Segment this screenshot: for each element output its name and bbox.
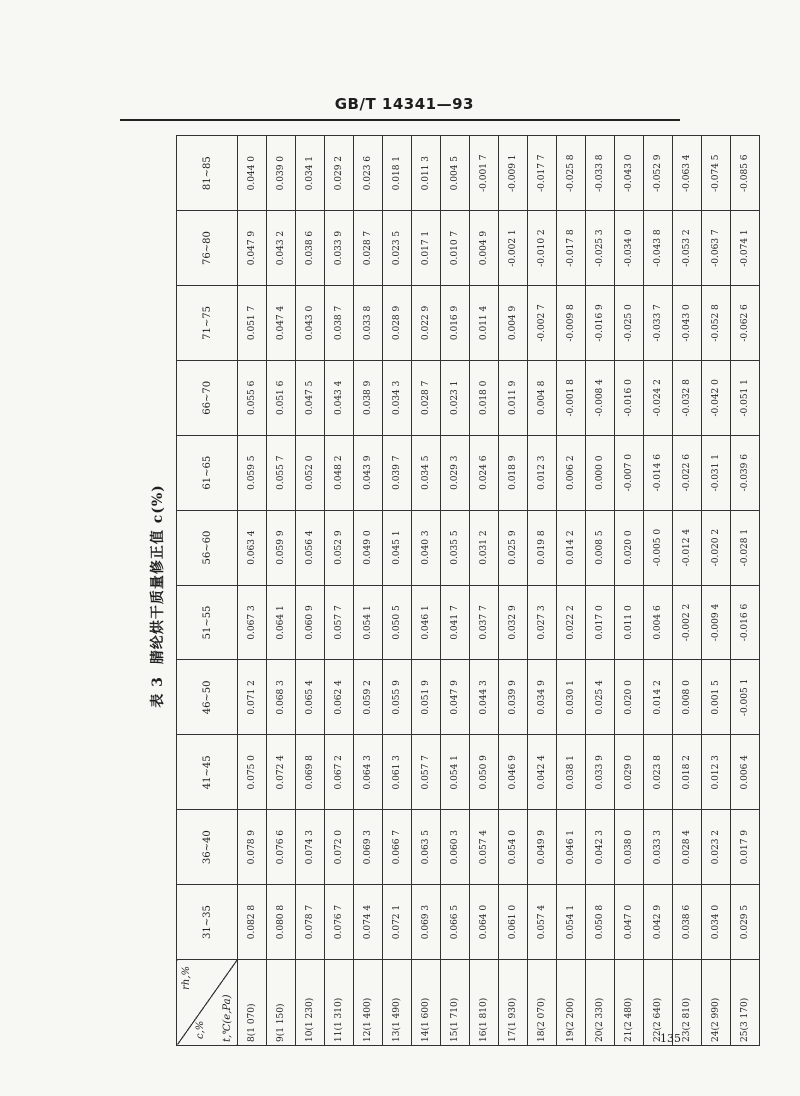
table-cell: 0.069 8 bbox=[296, 735, 325, 810]
table-cell: 0.059 5 bbox=[238, 435, 267, 510]
table-cell: 0.072 0 bbox=[325, 810, 354, 885]
table-cell: 0.037 7 bbox=[470, 585, 499, 660]
table-cell: 0.023 8 bbox=[644, 735, 673, 810]
table-cell: 0.049 9 bbox=[528, 810, 557, 885]
table-cell: 0.069 3 bbox=[412, 885, 441, 960]
table-cell: 0.057 7 bbox=[325, 585, 354, 660]
table-cell: -0.085 6 bbox=[731, 136, 760, 211]
table-cell: 0.012 3 bbox=[702, 735, 731, 810]
rotated-table-block bbox=[146, 134, 750, 1046]
table-cell: 0.004 5 bbox=[441, 136, 470, 211]
table-row bbox=[296, 136, 325, 1046]
table-cell: 0.017 1 bbox=[412, 211, 441, 286]
table-cell: 0.042 4 bbox=[528, 735, 557, 810]
corner-c-label: c,% bbox=[195, 1020, 206, 1039]
table-cell: 0.029 0 bbox=[615, 735, 644, 810]
table-cell: 0.028 7 bbox=[412, 360, 441, 435]
table-row bbox=[644, 136, 673, 1046]
table-cell: 0.020 0 bbox=[615, 660, 644, 735]
table-cell: 0.038 7 bbox=[325, 285, 354, 360]
table-cell: 0.018 1 bbox=[383, 136, 412, 211]
table-row bbox=[499, 136, 528, 1046]
table-cell: 0.054 1 bbox=[441, 735, 470, 810]
table-cell: 0.004 8 bbox=[528, 360, 557, 435]
table-cell: 0.004 9 bbox=[499, 285, 528, 360]
table-caption: 腈纶烘干质量修正值 c(%) bbox=[150, 484, 166, 665]
table-cell: 0.042 9 bbox=[644, 885, 673, 960]
table-cell: 0.059 9 bbox=[267, 510, 296, 585]
row-label: 8(1 070) bbox=[238, 960, 267, 1046]
table-cell: 0.046 1 bbox=[557, 810, 586, 885]
table-cell: 0.029 5 bbox=[731, 885, 760, 960]
row-label: 10(1 230) bbox=[296, 960, 325, 1046]
table-cell: 0.039 9 bbox=[499, 660, 528, 735]
table-cell: 0.028 7 bbox=[354, 211, 383, 286]
table-cell: 0.038 6 bbox=[296, 211, 325, 286]
table-cell: 0.066 7 bbox=[383, 810, 412, 885]
table-cell: 0.042 3 bbox=[586, 810, 615, 885]
table-cell: -0.020 2 bbox=[702, 510, 731, 585]
table-cell: 0.048 2 bbox=[325, 435, 354, 510]
table-cell: 0.071 2 bbox=[238, 660, 267, 735]
table-cell: -0.002 2 bbox=[673, 585, 702, 660]
table-cell: 0.038 9 bbox=[354, 360, 383, 435]
table-cell: 0.072 4 bbox=[267, 735, 296, 810]
table-cell: 0.041 7 bbox=[441, 585, 470, 660]
table-cell: 0.074 4 bbox=[354, 885, 383, 960]
table-cell: 0.033 8 bbox=[354, 285, 383, 360]
table-cell: 0.012 3 bbox=[528, 435, 557, 510]
table-cell: -0.022 6 bbox=[673, 435, 702, 510]
table-cell: 0.011 9 bbox=[499, 360, 528, 435]
column-header: 56~60 bbox=[177, 510, 238, 585]
table-row bbox=[354, 136, 383, 1046]
table-cell: 0.023 6 bbox=[354, 136, 383, 211]
table-cell: 0.065 4 bbox=[296, 660, 325, 735]
table-cell: 0.074 3 bbox=[296, 810, 325, 885]
table-cell: 0.008 0 bbox=[673, 660, 702, 735]
table-cell: 0.047 4 bbox=[267, 285, 296, 360]
table-cell: 0.023 5 bbox=[383, 211, 412, 286]
table-cell: 0.034 1 bbox=[296, 136, 325, 211]
table-cell: 0.018 9 bbox=[499, 435, 528, 510]
table-cell: -0.062 6 bbox=[731, 285, 760, 360]
table-row bbox=[615, 136, 644, 1046]
row-label: 12(1 400) bbox=[354, 960, 383, 1046]
table-cell: 0.018 0 bbox=[470, 360, 499, 435]
table-cell: 0.033 9 bbox=[325, 211, 354, 286]
table-cell: 0.006 4 bbox=[731, 735, 760, 810]
table-cell: -0.017 8 bbox=[557, 211, 586, 286]
table-cell: 0.046 1 bbox=[412, 585, 441, 660]
row-label: 14(1 600) bbox=[412, 960, 441, 1046]
table-cell: -0.043 8 bbox=[644, 211, 673, 286]
table-cell: 0.043 9 bbox=[354, 435, 383, 510]
table-cell: 0.025 9 bbox=[499, 510, 528, 585]
table-cell: -0.033 7 bbox=[644, 285, 673, 360]
table-cell: -0.034 0 bbox=[615, 211, 644, 286]
table-cell: 0.066 5 bbox=[441, 885, 470, 960]
table-cell: 0.064 1 bbox=[267, 585, 296, 660]
table-cell: -0.053 2 bbox=[673, 211, 702, 286]
table-cell: 0.029 2 bbox=[325, 136, 354, 211]
table-cell: 0.039 7 bbox=[383, 435, 412, 510]
table-row bbox=[702, 136, 731, 1046]
standard-number: GB/T 14341—93 bbox=[334, 95, 474, 113]
table-row bbox=[383, 136, 412, 1046]
column-header: 36~40 bbox=[177, 810, 238, 885]
table-cell: 0.051 7 bbox=[238, 285, 267, 360]
table-cell: 0.029 3 bbox=[441, 435, 470, 510]
table-cell: 0.060 9 bbox=[296, 585, 325, 660]
table-cell: 0.022 2 bbox=[557, 585, 586, 660]
table-cell: 0.025 4 bbox=[586, 660, 615, 735]
table-cell: 0.078 7 bbox=[296, 885, 325, 960]
column-header: 76~80 bbox=[177, 211, 238, 286]
table-cell: -0.063 4 bbox=[673, 136, 702, 211]
row-label: 18(2 070) bbox=[528, 960, 557, 1046]
table-cell: 0.057 4 bbox=[470, 810, 499, 885]
table-cell: 0.080 8 bbox=[267, 885, 296, 960]
table-row bbox=[673, 136, 702, 1046]
table-cell: 0.043 4 bbox=[325, 360, 354, 435]
table-cell: 0.047 9 bbox=[441, 660, 470, 735]
table-cell: 0.054 1 bbox=[557, 885, 586, 960]
table-cell: 0.034 9 bbox=[528, 660, 557, 735]
table-cell: 0.050 5 bbox=[383, 585, 412, 660]
column-header: 61~65 bbox=[177, 435, 238, 510]
table-cell: 0.033 9 bbox=[586, 735, 615, 810]
table-cell: -0.012 4 bbox=[673, 510, 702, 585]
table-cell: -0.031 1 bbox=[702, 435, 731, 510]
row-label: 22(2 640) bbox=[644, 960, 673, 1046]
table-cell: 0.052 9 bbox=[325, 510, 354, 585]
table-cell: -0.005 0 bbox=[644, 510, 673, 585]
table-cell: 0.078 9 bbox=[238, 810, 267, 885]
table-row bbox=[557, 136, 586, 1046]
row-label: 20(2 330) bbox=[586, 960, 615, 1046]
table-cell: 0.055 9 bbox=[383, 660, 412, 735]
table-cell: -0.008 4 bbox=[586, 360, 615, 435]
row-label: 9(1 150) bbox=[267, 960, 296, 1046]
table-cell: 0.057 7 bbox=[412, 735, 441, 810]
table-cell: -0.025 8 bbox=[557, 136, 586, 211]
table-cell: 0.050 9 bbox=[470, 735, 499, 810]
table-cell: 0.060 3 bbox=[441, 810, 470, 885]
table-row bbox=[238, 136, 267, 1046]
table-row bbox=[441, 136, 470, 1046]
table-cell: -0.025 3 bbox=[586, 211, 615, 286]
table-cell: -0.025 0 bbox=[615, 285, 644, 360]
table-cell: 0.047 9 bbox=[238, 211, 267, 286]
table-cell: 0.018 2 bbox=[673, 735, 702, 810]
table-cell: -0.001 8 bbox=[557, 360, 586, 435]
row-label: 15(1 710) bbox=[441, 960, 470, 1046]
table-cell: 0.030 1 bbox=[557, 660, 586, 735]
table-cell: -0.063 7 bbox=[702, 211, 731, 286]
table-cell: 0.049 0 bbox=[354, 510, 383, 585]
table-cell: -0.010 2 bbox=[528, 211, 557, 286]
table-cell: 0.063 4 bbox=[238, 510, 267, 585]
table-cell: 0.082 8 bbox=[238, 885, 267, 960]
correction-table bbox=[176, 135, 760, 1046]
table-cell: 0.034 5 bbox=[412, 435, 441, 510]
table-cell: 0.019 8 bbox=[528, 510, 557, 585]
table-body bbox=[238, 136, 760, 1046]
table-cell: 0.045 1 bbox=[383, 510, 412, 585]
table-cell: 0.038 0 bbox=[615, 810, 644, 885]
table-cell: 0.044 0 bbox=[238, 136, 267, 211]
table-cell: 0.067 2 bbox=[325, 735, 354, 810]
table-cell: 0.006 2 bbox=[557, 435, 586, 510]
table-cell: 0.031 2 bbox=[470, 510, 499, 585]
table-cell: 0.047 5 bbox=[296, 360, 325, 435]
table-cell: 0.072 1 bbox=[383, 885, 412, 960]
table-cell: 0.028 9 bbox=[383, 285, 412, 360]
table-cell: 0.076 6 bbox=[267, 810, 296, 885]
table-cell: 0.064 3 bbox=[354, 735, 383, 810]
column-header: 31~35 bbox=[177, 885, 238, 960]
table-cell: -0.009 1 bbox=[499, 136, 528, 211]
table-cell: 0.034 3 bbox=[383, 360, 412, 435]
table-cell: -0.016 6 bbox=[731, 585, 760, 660]
table-cell: -0.074 5 bbox=[702, 136, 731, 211]
table-cell: 0.038 6 bbox=[673, 885, 702, 960]
table-cell: 0.011 4 bbox=[470, 285, 499, 360]
table-cell: 0.061 0 bbox=[499, 885, 528, 960]
table-cell: -0.014 6 bbox=[644, 435, 673, 510]
table-cell: -0.051 1 bbox=[731, 360, 760, 435]
table-cell: -0.005 1 bbox=[731, 660, 760, 735]
table-cell: -0.017 7 bbox=[528, 136, 557, 211]
table-cell: 0.035 5 bbox=[441, 510, 470, 585]
table-row bbox=[528, 136, 557, 1046]
table-cell: -0.042 0 bbox=[702, 360, 731, 435]
table-cell: 0.061 3 bbox=[383, 735, 412, 810]
row-label: 25(3 170) bbox=[731, 960, 760, 1046]
column-header: 51~55 bbox=[177, 585, 238, 660]
table-cell: 0.038 1 bbox=[557, 735, 586, 810]
table-cell: 0.022 9 bbox=[412, 285, 441, 360]
table-cell: -0.002 7 bbox=[528, 285, 557, 360]
table-cell: 0.055 7 bbox=[267, 435, 296, 510]
table-cell: 0.016 9 bbox=[441, 285, 470, 360]
table-cell: 0.027 3 bbox=[528, 585, 557, 660]
table-cell: 0.014 2 bbox=[644, 660, 673, 735]
table-cell: 0.056 4 bbox=[296, 510, 325, 585]
table-cell: 0.054 0 bbox=[499, 810, 528, 885]
table-cell: 0.051 9 bbox=[412, 660, 441, 735]
table-cell: 0.044 3 bbox=[470, 660, 499, 735]
table-cell: 0.032 9 bbox=[499, 585, 528, 660]
column-header: 46~50 bbox=[177, 660, 238, 735]
table-cell: -0.043 0 bbox=[615, 136, 644, 211]
column-header: 81~85 bbox=[177, 136, 238, 211]
table-cell: 0.024 6 bbox=[470, 435, 499, 510]
table-cell: 0.004 9 bbox=[470, 211, 499, 286]
table-cell: 0.043 0 bbox=[296, 285, 325, 360]
column-header: 71~75 bbox=[177, 285, 238, 360]
row-label: 19(2 200) bbox=[557, 960, 586, 1046]
table-cell: 0.068 3 bbox=[267, 660, 296, 735]
table-cell: -0.052 9 bbox=[644, 136, 673, 211]
table-row bbox=[470, 136, 499, 1046]
table-row bbox=[267, 136, 296, 1046]
table-cell: 0.059 2 bbox=[354, 660, 383, 735]
table-cell: 0.039 0 bbox=[267, 136, 296, 211]
table-cell: 0.051 6 bbox=[267, 360, 296, 435]
table-cell: -0.052 8 bbox=[702, 285, 731, 360]
table-cell: 0.050 8 bbox=[586, 885, 615, 960]
table-cell: -0.028 1 bbox=[731, 510, 760, 585]
table-cell: 0.011 0 bbox=[615, 585, 644, 660]
table-cell: 0.017 0 bbox=[586, 585, 615, 660]
table-header-row bbox=[177, 136, 238, 1046]
table-cell: 0.028 4 bbox=[673, 810, 702, 885]
table-cell: 0.076 7 bbox=[325, 885, 354, 960]
table-cell: 0.014 2 bbox=[557, 510, 586, 585]
table-cell: 0.075 0 bbox=[238, 735, 267, 810]
table-cell: 0.063 5 bbox=[412, 810, 441, 885]
table-cell: 0.047 0 bbox=[615, 885, 644, 960]
table-cell: 0.057 4 bbox=[528, 885, 557, 960]
row-label: 13(1 490) bbox=[383, 960, 412, 1046]
table-title bbox=[146, 134, 171, 1046]
table-cell: -0.039 6 bbox=[731, 435, 760, 510]
table-cell: -0.033 8 bbox=[586, 136, 615, 211]
table-cell: 0.054 1 bbox=[354, 585, 383, 660]
table-cell: 0.023 2 bbox=[702, 810, 731, 885]
corner-rh-label: rh,% bbox=[181, 966, 192, 990]
table-cell: -0.043 0 bbox=[673, 285, 702, 360]
table-cell: 0.064 0 bbox=[470, 885, 499, 960]
table-cell: -0.016 0 bbox=[615, 360, 644, 435]
table-cell: 0.001 5 bbox=[702, 660, 731, 735]
table-cell: 0.046 9 bbox=[499, 735, 528, 810]
table-cell: -0.009 4 bbox=[702, 585, 731, 660]
table-cell: -0.074 1 bbox=[731, 211, 760, 286]
table-cell: 0.004 6 bbox=[644, 585, 673, 660]
table-row bbox=[731, 136, 760, 1046]
table-cell: -0.032 8 bbox=[673, 360, 702, 435]
column-header: 41~45 bbox=[177, 735, 238, 810]
table-cell: -0.002 1 bbox=[499, 211, 528, 286]
corner-t-label: t,℃(e,Pa) bbox=[222, 994, 233, 1042]
row-label: 11(1 310) bbox=[325, 960, 354, 1046]
table-number: 表 3 bbox=[150, 676, 166, 708]
column-header: 66~70 bbox=[177, 360, 238, 435]
table-cell: 0.052 0 bbox=[296, 435, 325, 510]
table-cell: 0.011 3 bbox=[412, 136, 441, 211]
table-cell: -0.009 8 bbox=[557, 285, 586, 360]
table-cell: 0.043 2 bbox=[267, 211, 296, 286]
table-cell: -0.016 9 bbox=[586, 285, 615, 360]
table-cell: 0.034 0 bbox=[702, 885, 731, 960]
table-cell: 0.017 9 bbox=[731, 810, 760, 885]
row-label: 23(2 810) bbox=[673, 960, 702, 1046]
table-cell: 0.062 4 bbox=[325, 660, 354, 735]
table-cell: 0.040 3 bbox=[412, 510, 441, 585]
header-rule bbox=[120, 119, 680, 121]
table-row bbox=[412, 136, 441, 1046]
table-cell: 0.033 3 bbox=[644, 810, 673, 885]
table-cell: -0.001 7 bbox=[470, 136, 499, 211]
table-cell: 0.055 6 bbox=[238, 360, 267, 435]
row-label: 21(2 480) bbox=[615, 960, 644, 1046]
row-label: 16(1 810) bbox=[470, 960, 499, 1046]
table-row bbox=[325, 136, 354, 1046]
table-row bbox=[586, 136, 615, 1046]
table-cell: 0.069 3 bbox=[354, 810, 383, 885]
table-cell: 0.010 7 bbox=[441, 211, 470, 286]
table-cell: -0.024 2 bbox=[644, 360, 673, 435]
page-number: 135 bbox=[660, 1032, 681, 1045]
row-label: 17(1 930) bbox=[499, 960, 528, 1046]
table-cell: -0.007 0 bbox=[615, 435, 644, 510]
table-cell: 0.020 0 bbox=[615, 510, 644, 585]
table-cell: 0.000 0 bbox=[586, 435, 615, 510]
table-cell: 0.008 5 bbox=[586, 510, 615, 585]
row-label: 24(2 990) bbox=[702, 960, 731, 1046]
table-cell: 0.067 3 bbox=[238, 585, 267, 660]
corner-header bbox=[177, 960, 238, 1046]
table-cell: 0.023 1 bbox=[441, 360, 470, 435]
